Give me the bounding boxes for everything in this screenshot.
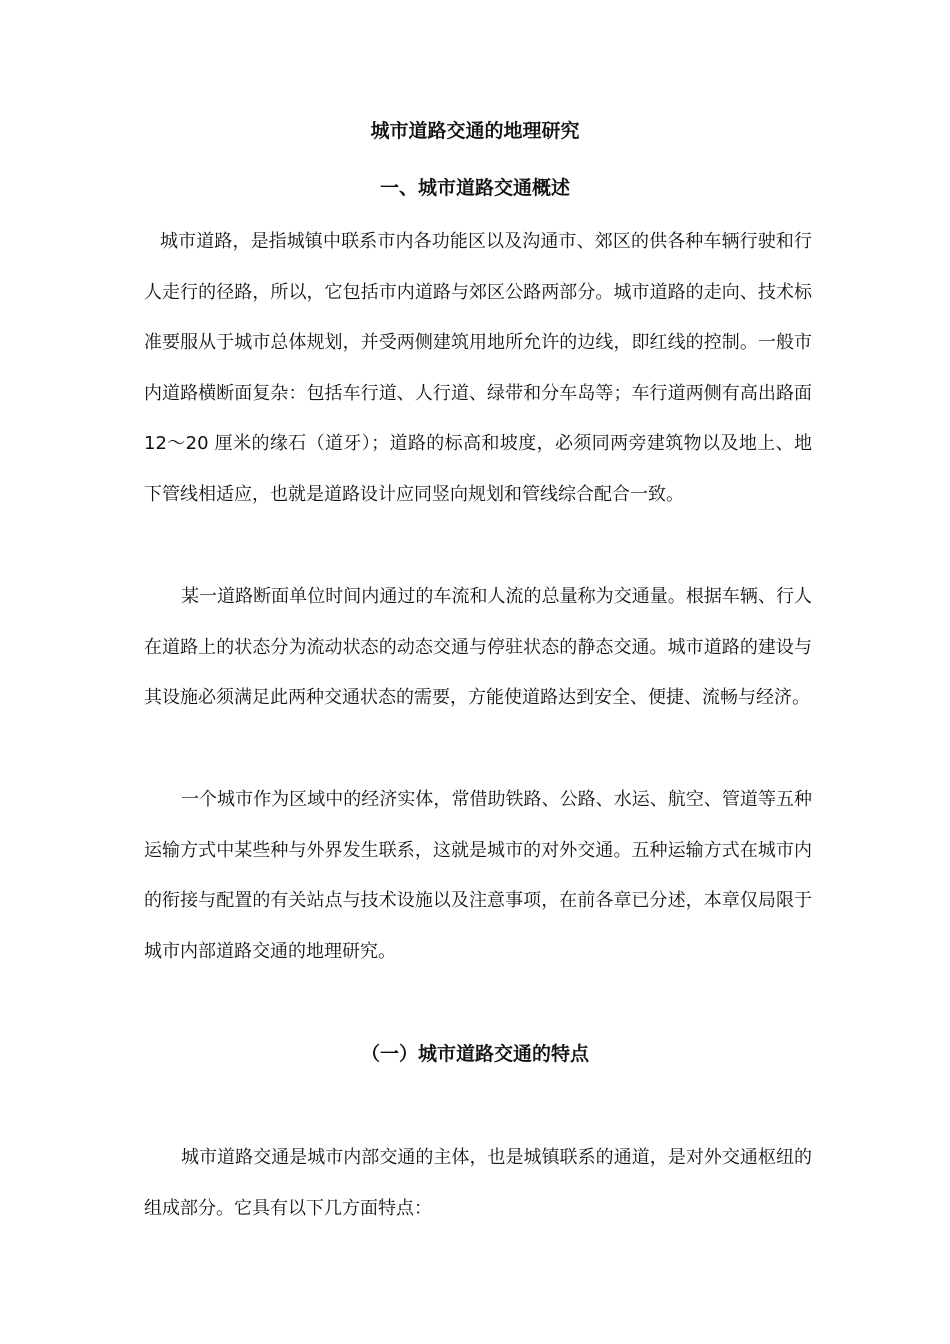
subsection-paragraph: 城市道路交通是城市内部交通的主体，也是城镇联系的通道，是对外交通枢纽的组成部分。它具有以下几方面特点： (144, 1147, 812, 1219)
paragraph-2: 某一道路断面单位时间内通过的车流和人流的总量称为交通量。根据车辆、行人在道路上的状态分为流动状态的动态交通与停驻状态的静态交通。城市道路的建设与其设施必须满足此两种交通状态的需要，方能使道路达到安全、便捷、流畅与经济。 (144, 586, 812, 708)
document-title: 城市道路交通的地理研究 (370, 120, 580, 142)
subsection-heading: （一）城市道路交通的特点 (360, 1043, 589, 1065)
section-heading: 一、城市道路交通概述 (379, 177, 570, 199)
paragraph-3: 一个城市作为区域中的经济实体，常借助铁路、公路、水运、航空、管道等五种运输方式中某些种与外界发生联系，这就是城市的对外交通。五种运输方式在城市内的衔接与配置的有关站点与技术设施以及注意事项，在前各章已分述，本章仅局限于城市内部道路交通的地理研究。 (144, 789, 812, 962)
paragraph-1: 城市道路，是指城镇中联系市内各功能区以及沟通市、郊区的供各种车辆行驶和行人走行的径路，所以，它包括市内道路与郊区公路两部分。城市道路的走向、技术标准要服从于城市总体规划，并受两侧建筑用地所允许的边线，即红线的控制。一般市内道路横断面复杂：包括车行道、人行道、绿带和分车岛等；车行道两侧有高出路面 12～20 厘米的缘石（道牙）；道路的标高和坡度，必须同两旁建筑物以及地上、地下管线相适应，也就是道路设计应同竖向规划和管线综合配合一致。 (144, 231, 812, 505)
